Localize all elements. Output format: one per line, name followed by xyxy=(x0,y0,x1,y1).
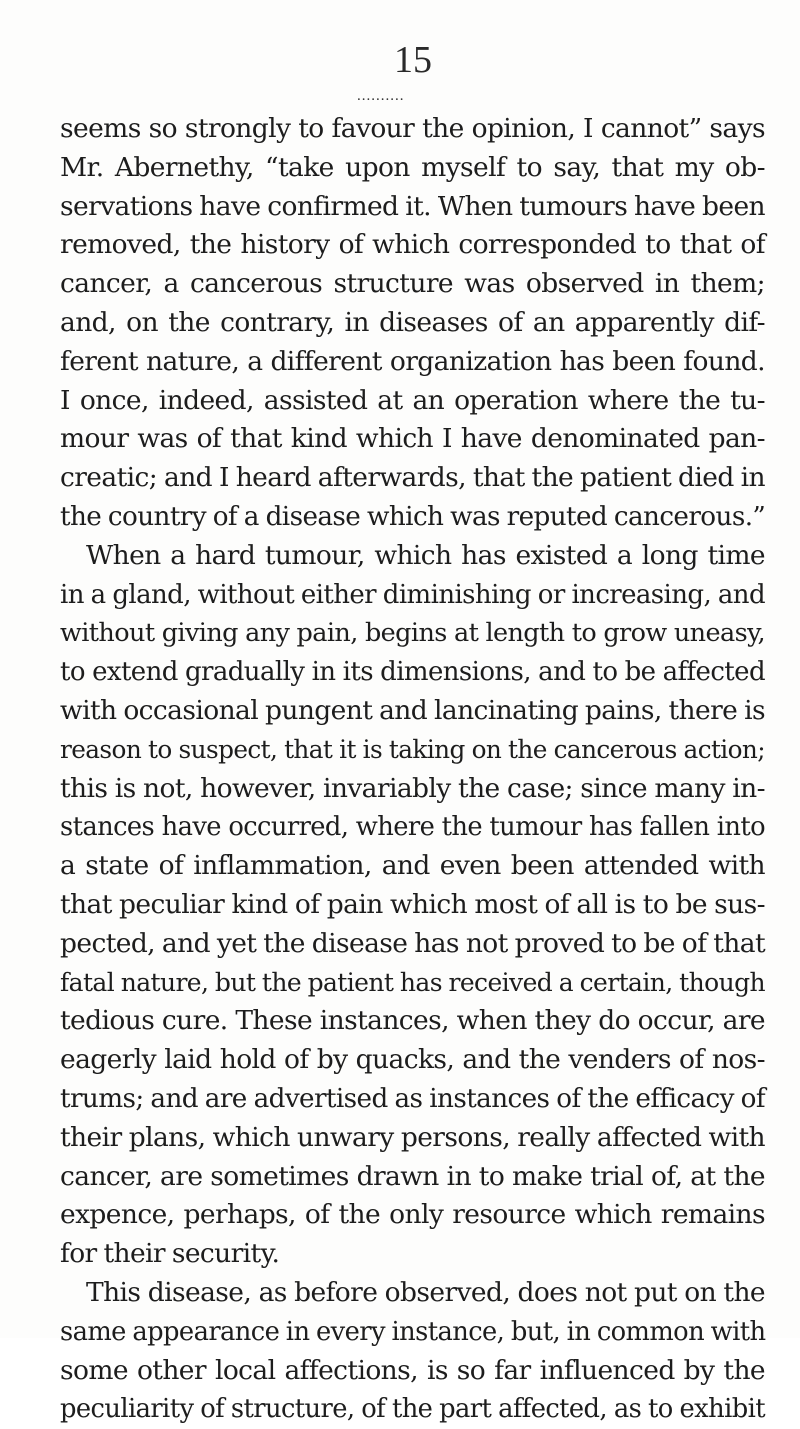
text-line: cancer, a cancerous structure was observed in them; xyxy=(60,268,765,300)
text-line: without giving any pain, begins at length to grow uneasy, xyxy=(60,618,765,649)
text-line: When a hard tumour, which has existed a long time xyxy=(86,539,765,571)
body-text xyxy=(60,110,765,1429)
text-line: tedious cure. These instances, when they do occur, are xyxy=(60,1005,765,1037)
text-line: creatic; and I heard afterwards, that the patient died in xyxy=(60,462,765,494)
text-line: trums; and are advertised as instances of the efficacy of xyxy=(60,1083,765,1114)
text-line: some other local affections, is so far influenced by the xyxy=(60,1354,765,1386)
text-line: the country of a disease which was reputed cancerous.” xyxy=(60,501,766,532)
header-ornament: .......... xyxy=(357,88,405,104)
text-line: seems so strongly to favour the opinion, I cannot” says xyxy=(60,113,765,144)
text-line: expence, perhaps, of the only resource which remains xyxy=(60,1199,765,1231)
text-line: Mr. Abernethy, “take upon myself to say, that my ob- xyxy=(60,151,765,183)
text-line: This disease, as before observed, does not put on the xyxy=(86,1276,765,1308)
page-number: 15 xyxy=(394,39,432,81)
text-line: fatal nature, but the patient has received a certain, though xyxy=(60,967,765,997)
text-line: same appearance in every instance, but, in common with xyxy=(60,1316,766,1347)
text-line: with occasional pungent and lancinating pains, there is xyxy=(60,694,765,726)
text-line: I once, indeed, assisted at an operation where the tu- xyxy=(60,384,765,416)
text-line: to extend gradually in its dimensions, and to be affected xyxy=(60,657,765,688)
text-line: cancer, are sometimes drawn in to make trial of, at the xyxy=(60,1160,765,1192)
text-line: that peculiar kind of pain which most of all is to be sus- xyxy=(60,888,765,920)
text-line: servations have confirmed it. When tumours have been xyxy=(60,190,765,222)
text-line: for their security. xyxy=(60,1238,280,1270)
text-line: stances have occurred, where the tumour has fallen into xyxy=(60,812,765,843)
text-line: mour was of that kind which I have denominated pan- xyxy=(60,423,765,455)
text-line: eagerly laid hold of by quacks, and the venders of nos- xyxy=(60,1044,765,1076)
text-line: ferent nature, a different organization has been found. xyxy=(60,345,765,377)
text-line: removed, the history of which corresponded to that of xyxy=(60,229,765,261)
text-line: reason to suspect, that it is taking on the cancerous action; xyxy=(60,734,765,764)
text-line: their plans, which unwary persons, really affected with xyxy=(60,1121,765,1153)
text-line: a state of inflammation, and even been attended with xyxy=(60,850,765,882)
text-line: peculiarity of structure, of the part affected, as to exhibit xyxy=(60,1394,765,1425)
text-line: in a gland, without either diminishing or increasing, and xyxy=(60,579,765,610)
text-line: and, on the contrary, in diseases of an apparently dif- xyxy=(60,306,765,338)
text-line: pected, and yet the disease has not proved to be of that xyxy=(60,927,765,959)
text-line: this is not, however, invariably the case; since many in- xyxy=(60,772,765,804)
